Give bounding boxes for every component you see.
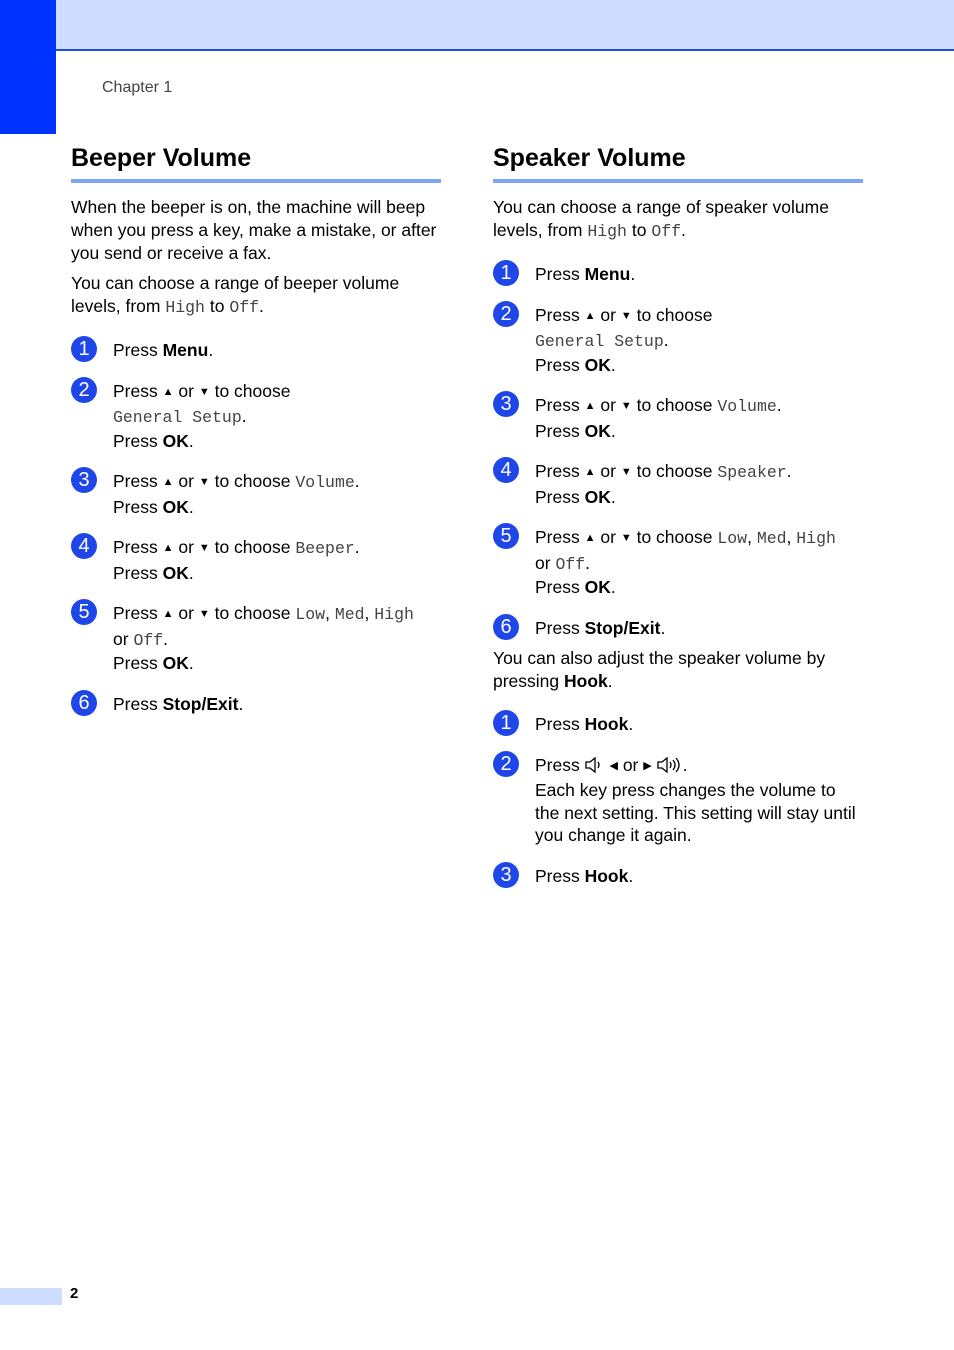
volume-down-speaker-icon (585, 757, 605, 773)
left-arrow-icon: ◀ (609, 759, 618, 772)
up-arrow-icon: ▲ (584, 309, 596, 322)
step-number-icon: 3 (493, 862, 519, 888)
step: 5 Press ▲ or ▼ to choose Low, Med, High or Off. Press OK. (493, 526, 863, 599)
step: 2 Press ▲ or ▼ to choose General Setup. Press OK. (493, 304, 863, 377)
up-arrow-icon: ▲ (162, 385, 174, 398)
down-arrow-icon: ▼ (198, 542, 210, 554)
step: 2 Press ◀ or ▶ . Each key press changes the volume to the next setting. This setting will stay until you change it again. (493, 754, 863, 847)
step-number-icon: 5 (493, 523, 519, 549)
step-note: Each key press changes the volume to the next setting. This setting will stay until you change it again. (535, 780, 856, 845)
menu-key: Menu (584, 264, 631, 284)
step-number-icon: 4 (493, 457, 519, 483)
step-number-icon: 2 (493, 751, 519, 777)
step-number-icon: 4 (71, 533, 97, 559)
step-number-icon: 3 (493, 391, 519, 417)
up-arrow-icon: ▲ (584, 532, 596, 544)
step-number-icon: 1 (493, 260, 519, 286)
header-band (0, 0, 954, 51)
right-arrow-icon: ▶ (643, 759, 652, 772)
hook-paragraph: You can also adjust the speaker volume by pressing Hook. (493, 648, 826, 691)
hook-key: Hook (584, 865, 629, 886)
down-arrow-icon: ▼ (620, 532, 632, 544)
step: 6 Press Stop/Exit. (71, 693, 441, 716)
up-arrow-icon: ▲ (584, 466, 596, 478)
step-number-icon: 5 (71, 599, 97, 625)
down-arrow-icon: ▼ (620, 309, 632, 322)
step: 2 Press ▲ or ▼ to choose General Setup. Press OK. (71, 380, 441, 453)
page-number-band (0, 1288, 62, 1305)
up-arrow-icon: ▲ (162, 608, 174, 620)
menu-key: Menu (162, 340, 209, 360)
down-arrow-icon: ▼ (198, 476, 210, 488)
step-number-icon: 6 (71, 690, 97, 716)
step: 1 Press Hook. (493, 713, 863, 736)
step: 5 Press ▲ or ▼ to choose Low, Med, High or Off. Press OK. (71, 602, 441, 675)
step: 4 Press ▲ or ▼ to choose Beeper. Press OK. (71, 536, 441, 584)
range-paragraph: You can choose a range of beeper volume levels, from High to Off. (71, 273, 400, 317)
intro-paragraph: When the beeper is on, the machine will beep when you press a key, make a mistake, or after you send or receive a fax. (71, 197, 437, 263)
step: 3 Press ▲ or ▼ to choose Volume. Press OK. (493, 394, 863, 442)
step: 3 Press ▲ or ▼ to choose Volume. Press OK. (71, 470, 441, 518)
up-arrow-icon: ▲ (162, 542, 174, 554)
section-title: Speaker Volume (493, 143, 863, 183)
chapter-label: Chapter 1 (102, 79, 173, 96)
step-number-icon: 3 (71, 467, 97, 493)
step: 1 Press Menu. (71, 339, 441, 362)
stop-exit-key: Stop/Exit (162, 693, 239, 714)
chapter-tab (0, 0, 56, 134)
stop-exit-key: Stop/Exit (584, 617, 661, 638)
step-number-icon: 2 (493, 301, 519, 327)
down-arrow-icon: ▼ (198, 608, 210, 620)
step-number-icon: 1 (493, 710, 519, 736)
step: 6 Press Stop/Exit. (493, 617, 863, 640)
speaker-volume-section (493, 143, 863, 887)
step: 4 Press ▲ or ▼ to choose Speaker. Press OK. (493, 460, 863, 508)
range-paragraph: You can choose a range of speaker volume levels, from High to Off. (493, 197, 829, 241)
step-number-icon: 1 (71, 336, 97, 362)
down-arrow-icon: ▼ (620, 466, 632, 478)
section-title: Beeper Volume (71, 143, 441, 183)
step: 1 Press Menu. (493, 263, 863, 286)
step-number-icon: 2 (71, 377, 97, 403)
volume-up-speaker-icon (657, 757, 683, 773)
down-arrow-icon: ▼ (198, 385, 210, 398)
page-number: 2 (70, 1285, 79, 1302)
step: 3 Press Hook. (493, 865, 863, 888)
up-arrow-icon: ▲ (162, 476, 174, 488)
step-number-icon: 6 (493, 614, 519, 640)
down-arrow-icon: ▼ (620, 400, 632, 412)
hook-key: Hook (584, 714, 629, 734)
beeper-volume-section (71, 143, 441, 715)
up-arrow-icon: ▲ (584, 400, 596, 412)
